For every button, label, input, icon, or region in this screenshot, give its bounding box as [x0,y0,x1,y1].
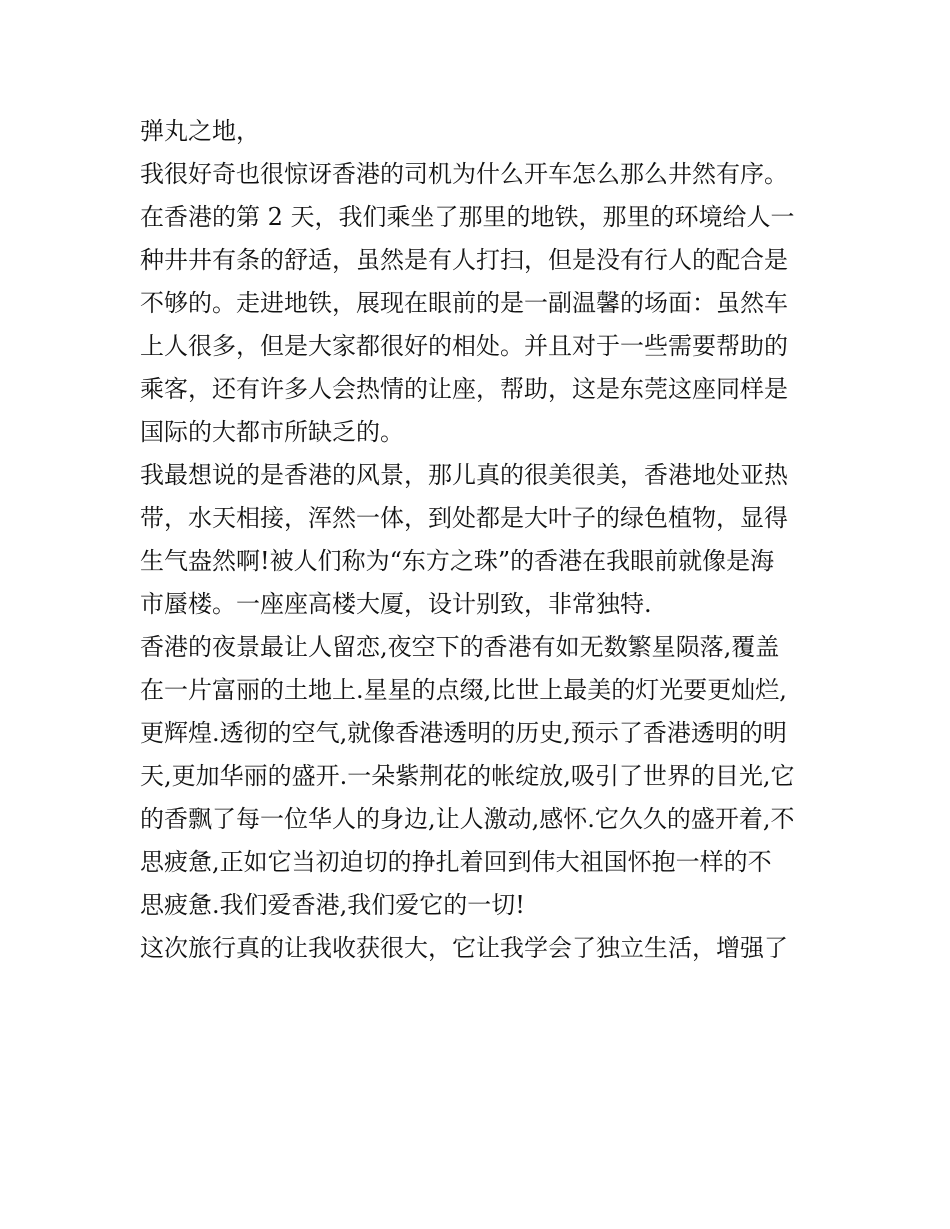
text-line: 乘客，还有许多人会热情的让座，帮助，这是东莞这座同样是 [140,375,788,403]
text-line: 这次旅行真的让我收获很大，它让我学会了独立生活，增强了 [140,934,788,962]
text-line: 市蜃楼。一座座高楼大厦，设计别致，非常独特. [140,590,652,618]
text-line: 不够的。走进地铁，展现在眼前的是一副温馨的场面：虽然车 [140,289,788,317]
text-line: 我最想说的是香港的风景，那儿真的很美很美，香港地处亚热 [140,461,788,489]
text-line: 生气盎然啊!被人们称为“东方之珠”的香港在我眼前就像是海 [140,547,775,575]
text-line: 思疲惫.我们爱香港,我们爱它的一切! [140,891,525,919]
body-text [140,110,820,970]
text-line: 我很好奇也很惊讶香港的司机为什么开车怎么那么井然有序。 [140,160,788,188]
text-line: 国际的大都市所缺乏的。 [140,418,404,446]
text-line: 弹丸之地， [140,117,260,145]
text-line: 带，水天相接，浑然一体，到处都是大叶子的绿色植物，显得 [140,504,788,532]
text-line: 上人很多，但是大家都很好的相处。并且对于一些需要帮助的 [140,332,788,360]
text-line: 在一片富丽的土地上.星星的点缀,比世上最美的灯光要更灿烂, [140,676,787,704]
text-line: 的香飘了每一位华人的身边,让人激动,感怀.它久久的盛开着,不 [140,805,795,833]
text-line: 更辉煌.透彻的空气,就像香港透明的历史,预示了香港透明的明 [140,719,787,747]
text-line: 天,更加华丽的盛开.一朵紫荆花的帐绽放,吸引了世界的目光,它 [140,762,795,790]
text-line: 种井井有条的舒适，虽然是有人打扫，但是没有行人的配合是 [140,246,788,274]
text-line: 思疲惫,正如它当初迫切的挣扎着回到伟大祖国怀抱一样的不 [140,848,772,876]
text-line: 香港的夜景最让人留恋,夜空下的香港有如无数繁星陨落,覆盖 [140,633,780,661]
text-line: 在香港的第 2 天，我们乘坐了那里的地铁，那里的环境给人一 [140,203,795,231]
